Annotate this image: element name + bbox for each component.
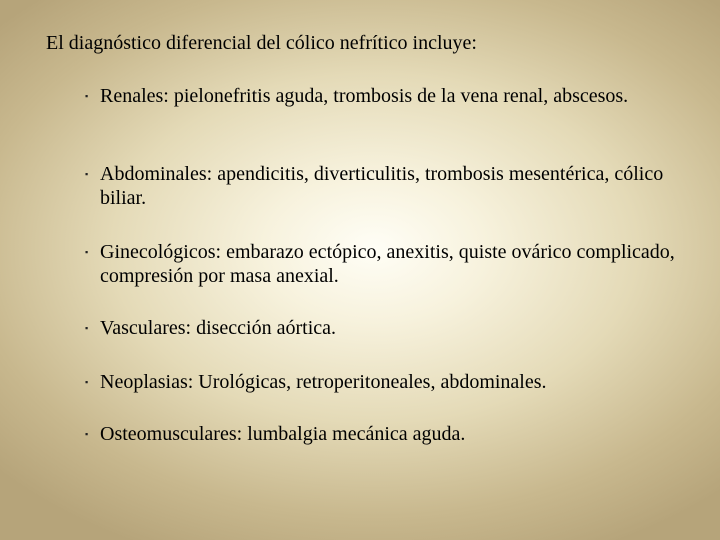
list-item-vasculares <box>85 316 680 340</box>
list-item-text: Abdominales: apendicitis, diverticulitis, trombosis mesentérica, cólico biliar. <box>100 163 664 209</box>
list-item-abdominales <box>85 162 680 210</box>
bullet-icon: ▪ <box>85 323 89 333</box>
slide-heading: El diagnóstico diferencial del cólico nefrítico incluye: <box>46 32 477 54</box>
list-item-text: Vasculares: disección aórtica. <box>100 317 337 339</box>
bullet-icon: ▪ <box>85 247 89 257</box>
list-item-neoplasias <box>85 370 680 394</box>
list-item-text: Ginecológicos: embarazo ectópico, anexitis, quiste ovárico complicado, compresión por masa anexial. <box>100 241 675 287</box>
bullet-icon: ▪ <box>85 377 89 387</box>
list-item-osteomusculares <box>85 422 680 446</box>
list-item-text: Osteomusculares: lumbalgia mecánica aguda. <box>100 423 466 445</box>
list-item-text: Renales: pielonefritis aguda, trombosis de la vena renal, abscesos. <box>100 85 629 107</box>
bullet-icon: ▪ <box>85 169 89 179</box>
bullet-icon: ▪ <box>85 429 89 439</box>
bullet-icon: ▪ <box>85 91 89 101</box>
list-item-renales <box>85 84 680 108</box>
list-item-text: Neoplasias: Urológicas, retroperitoneales, abdominales. <box>100 371 547 393</box>
list-item-ginecologicos <box>85 240 680 288</box>
